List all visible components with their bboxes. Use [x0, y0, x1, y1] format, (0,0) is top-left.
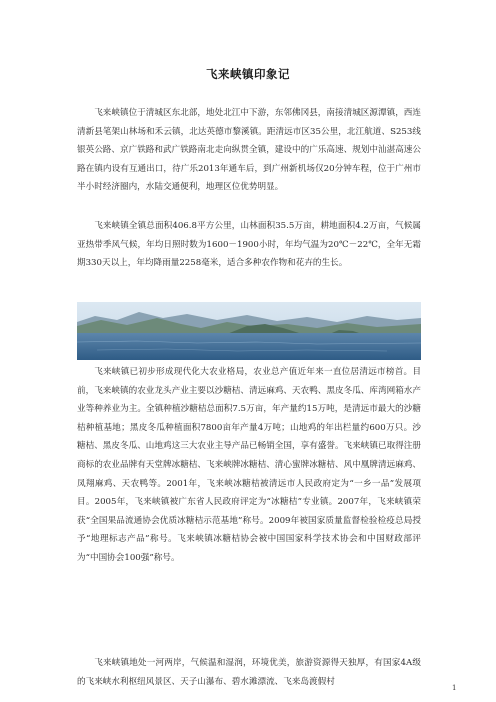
paragraph-tourism: 飞来峡镇地处一河两岸，气候温和湿润，环境优美，旅游资源得天独厚，有国家4A级的飞来峡水利枢纽风景区、天子山瀑布、碧水滩漂流、飞来岛渡假村 [77, 658, 421, 687]
paragraph-agriculture: 飞来峡镇已初步形成现代化大农业格局，农业总产值近年来一直位居清远市榜首。目前，飞来峡镇的农业龙头产业主要以沙糖桔、清远麻鸡、天农鸭、黑皮冬瓜、库湾网箱水产业等种养业为主。全镇种植沙糖桔总面积7.5万亩，年产量约15万吨，是清远市最大的沙糖桔种植基地；黑皮冬瓜种植面积7800亩年产量4万吨；山地鸡的年出栏量约600万只。沙糖桔、黑皮冬瓜、山地鸡这三大农业主导产品已畅销全国，享有盛誉。飞来峡镇已取得注册商标的农业品牌有天堂牌冰糖桔、飞来峡牌冰糖桔、清心蜜牌冰糖桔、风中凰牌清远麻鸡、凤翔麻鸡、天农鸭等。2001年，飞来峡冰糖桔被清远市人民政府定为“一乡一品”发展项目。2005年，飞来峡镇被广东省人民政府评定为“冰糖桔”专业镇。2007年，飞来峡镇荣获“全国果品流通协会优质冰糖桔示范基地”称号。2009年被国家质量监督检验检疫总局授予“地理标志产品”称号。飞来峡镇冰糖桔协会被中国国家科学技术协会和中国财政部评为“中国协会100强”称号。 [77, 367, 421, 563]
landscape-photo [77, 302, 421, 360]
page-number: 1 [452, 684, 457, 692]
paragraph-area-climate: 飞来峡镇全镇总面积406.8平方公里，山林面积35.5万亩，耕地面积4.2万亩，气候属亚热带季风气候，年均日照时数为1600－1900小时，年均气温为20℃－22℃，全年无霜期330天以上，年均降雨量2258毫米，适合多种农作物和花卉的生长。 [77, 221, 421, 269]
paragraph-location: 飞来峡镇位于清城区东北部，地处北江中下游，东邻佛冈县，南接清城区源潭镇，西连清新县笔架山林场和禾云镇，北达英德市黎溪镇。距清远市区35公里，北江航道、S253线银英公路、京广铁路和武广铁路南北走向纵贯全镇，建设中的广乐高速、规划中汕湛高速公路在镇内设有互通出口，待广乐2013年通车后，到广州新机场仅20分钟车程，位于广州市半小时经济圈内，水陆交通便利，地理区位优势明显。 [77, 108, 421, 193]
document-title: 飞来峡镇印象记 [206, 67, 290, 81]
